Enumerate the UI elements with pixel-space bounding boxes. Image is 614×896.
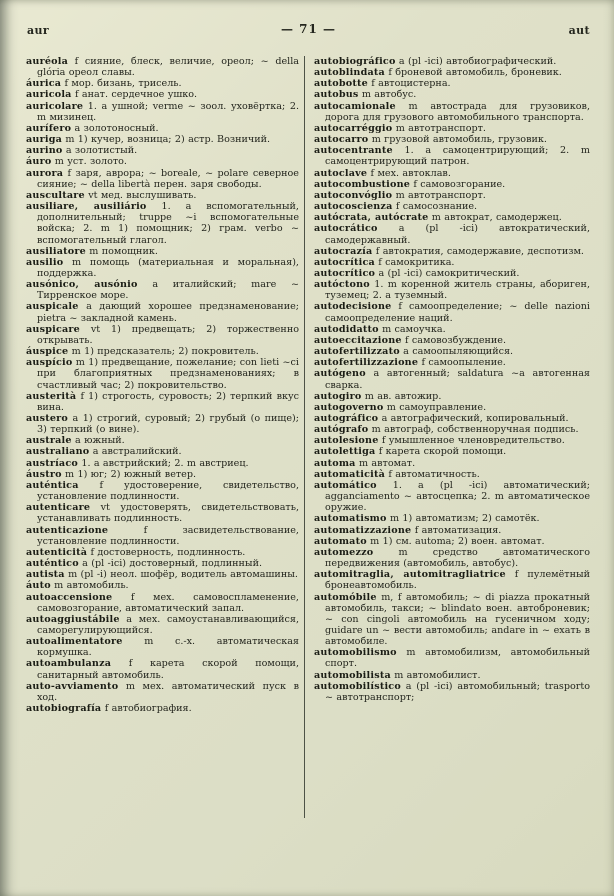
entry-definition: m уст. золото. bbox=[51, 156, 127, 168]
entry-definition: f засвидетельствование, установление подлинности. bbox=[37, 524, 299, 547]
text-columns bbox=[26, 56, 590, 818]
dictionary-entry bbox=[26, 558, 299, 569]
entry-headword: autoconvóglio bbox=[314, 189, 393, 201]
guide-word-right: aut bbox=[568, 24, 590, 37]
entry-headword: automaticità bbox=[314, 468, 385, 480]
entry-definition: 1. a (pl -ici) автоматический; agganciamento ~ автосцепка; 2. m автоматическое оружие. bbox=[325, 479, 590, 514]
entry-definition: a самоопыляющийся. bbox=[399, 346, 514, 358]
dictionary-entry bbox=[314, 413, 590, 424]
dictionary-entry bbox=[26, 56, 299, 78]
entry-definition: m 1) автоматизм; 2) самотёк. bbox=[386, 513, 540, 525]
entry-definition: f самовозбуждение. bbox=[401, 334, 507, 346]
entry-headword: autoblindata bbox=[314, 67, 385, 79]
entry-definition: f достоверность, подлинность. bbox=[87, 546, 246, 558]
entry-headword: áustro bbox=[26, 468, 62, 480]
dictionary-entry bbox=[26, 502, 299, 524]
dictionary-entry bbox=[26, 301, 299, 323]
entry-definition: 1. a вспомогательный, дополнительный; truppe ~i вспомогательные войска; 2. m 1) помощник; 2) грам. verbo ~ вспомогательный глагол. bbox=[37, 201, 299, 246]
entry-headword: austero bbox=[26, 413, 68, 424]
dictionary-entry bbox=[314, 257, 590, 268]
entry-headword: autócrata, autócrate bbox=[314, 212, 429, 224]
entry-headword: autógeno bbox=[314, 368, 366, 380]
entry-definition: a 1) строгий, суровый; 2) грубый (о пище); 3) терпкий (о вине). bbox=[37, 413, 299, 436]
entry-definition: m автомат. bbox=[355, 457, 416, 469]
entry-headword: aurora bbox=[26, 167, 64, 179]
column-right bbox=[304, 56, 590, 818]
entry-definition: m автобус. bbox=[358, 89, 417, 101]
entry-definition: m самоучка. bbox=[378, 323, 446, 335]
entry-definition: m мех. автоматический пуск в ход. bbox=[37, 680, 299, 703]
entry-definition: m автотранспорт. bbox=[392, 122, 486, 134]
dictionary-entry bbox=[314, 402, 590, 413]
entry-definition: m автограф, собственноручная подпись. bbox=[368, 424, 579, 436]
dictionary-entry bbox=[26, 391, 299, 413]
dictionary-entry bbox=[26, 257, 299, 279]
entry-headword: auréola bbox=[26, 56, 69, 67]
dictionary-entry bbox=[314, 101, 590, 123]
entry-headword: autogoverno bbox=[314, 401, 384, 413]
dictionary-entry bbox=[26, 145, 299, 156]
entry-headword: austerità bbox=[26, 390, 77, 402]
dictionary-entry bbox=[314, 223, 590, 245]
dictionary-entry bbox=[314, 279, 590, 301]
entry-definition: f мех. самовоспламенение, самовозгорание, автоматический запал. bbox=[37, 591, 299, 614]
entry-headword: auspicare bbox=[26, 323, 80, 335]
entry-definition: f броневой автомобиль, броневик. bbox=[384, 67, 562, 79]
entry-definition: m ав. автожир. bbox=[361, 390, 442, 402]
dictionary-entry bbox=[314, 592, 590, 648]
entry-definition: m 1) предсказатель; 2) покровитель. bbox=[68, 346, 259, 358]
entry-definition: f мор. бизань, трисель. bbox=[61, 78, 182, 90]
entry-definition: a южный. bbox=[71, 435, 125, 447]
entry-definition: f 1) строгость, суровость; 2) терпкий вкус вина. bbox=[37, 390, 299, 413]
dictionary-entry bbox=[26, 547, 299, 558]
dictionary-entry bbox=[314, 458, 590, 469]
entry-headword: autocarréggio bbox=[314, 122, 393, 134]
entry-headword: autodecisione bbox=[314, 301, 392, 313]
entry-definition: vt 1) предвещать; 2) торжественно открывать. bbox=[37, 323, 299, 346]
entry-definition: f автобиография. bbox=[101, 703, 192, 715]
entry-headword: automobilista bbox=[314, 669, 391, 681]
dictionary-entry bbox=[26, 458, 299, 469]
entry-headword: aurino bbox=[26, 145, 63, 157]
entry-definition: a (pl -ici) автобиографический. bbox=[395, 56, 557, 67]
entry-definition: f карета скорой помощи, санитарный автомобиль. bbox=[37, 658, 299, 681]
entry-headword: autenticazione bbox=[26, 524, 109, 536]
dictionary-entry bbox=[314, 179, 590, 190]
entry-headword: ausilio bbox=[26, 256, 64, 268]
entry-headword: ausiliare, ausiliário bbox=[26, 201, 147, 213]
entry-headword: áuto bbox=[26, 580, 51, 592]
dictionary-entry bbox=[314, 335, 590, 346]
dictionary-entry bbox=[314, 525, 590, 536]
entry-headword: autoalimentatore bbox=[26, 636, 123, 648]
dictionary-entry bbox=[26, 78, 299, 89]
dictionary-entry bbox=[314, 324, 590, 335]
entry-headword: auriga bbox=[26, 134, 63, 146]
entry-definition: f самокритика. bbox=[374, 256, 455, 268]
entry-headword: autoaccensione bbox=[26, 591, 113, 603]
entry-headword: autógrafo bbox=[314, 424, 369, 436]
dictionary-entry bbox=[314, 67, 590, 78]
dictionary-entry bbox=[314, 513, 590, 524]
dictionary-entry bbox=[314, 190, 590, 201]
column-left bbox=[26, 56, 304, 818]
entry-headword: autogiro bbox=[314, 390, 362, 402]
dictionary-entry bbox=[26, 279, 299, 301]
entry-definition: a (pl -ici) автократический, самодержавный. bbox=[325, 223, 590, 246]
dictionary-entry bbox=[26, 246, 299, 257]
entry-definition: a автографический, копировальный. bbox=[378, 413, 569, 424]
entry-headword: australiano bbox=[26, 446, 90, 458]
entry-headword: auténtica bbox=[26, 479, 79, 491]
entry-definition: f сияние, блеск, величие, ореол; ~ della glória ореол славы. bbox=[37, 56, 299, 79]
entry-definition: m самоуправление. bbox=[383, 401, 487, 413]
dictionary-entry bbox=[314, 681, 590, 703]
entry-definition: m автомобиль. bbox=[50, 580, 129, 592]
entry-definition: f автоцистерна. bbox=[367, 78, 451, 90]
entry-headword: automezzo bbox=[314, 546, 374, 558]
entry-definition: vt удостоверять, свидетельствовать, устанавливать подлинность. bbox=[37, 502, 299, 525]
entry-headword: autóctono bbox=[314, 279, 370, 291]
dictionary-entry bbox=[26, 569, 299, 580]
entry-definition: m 1) предвещание, пожелание; con lieti ~ci при благоприятных предзнаменованиях; в счастливый час; 2) покровительство. bbox=[37, 357, 299, 391]
entry-headword: áuspice bbox=[26, 346, 69, 358]
entry-definition: a автогенный; saldatura ~a автогенная сварка. bbox=[325, 368, 590, 391]
guide-word-left: aur bbox=[27, 24, 50, 37]
entry-headword: auspicale bbox=[26, 301, 79, 313]
entry-definition: f мех. автоклав. bbox=[367, 167, 451, 179]
entry-headword: autobus bbox=[314, 89, 359, 101]
entry-definition: a (pl -ici) достоверный, подлинный. bbox=[78, 558, 263, 570]
page-header bbox=[27, 24, 590, 38]
entry-definition: f умышленное членовредительство. bbox=[378, 435, 565, 447]
entry-headword: automato bbox=[314, 535, 367, 547]
entry-headword: autobiografía bbox=[26, 703, 102, 715]
dictionary-entry bbox=[26, 636, 299, 658]
entry-definition: f самоопыление. bbox=[418, 357, 506, 369]
dictionary-entry bbox=[26, 681, 299, 703]
dictionary-entry bbox=[314, 78, 590, 89]
dictionary-entry bbox=[314, 435, 590, 446]
entry-headword: autocrítica bbox=[314, 256, 375, 268]
entry-definition: f пулемётный бронеавтомобиль. bbox=[325, 569, 590, 592]
entry-headword: autolettiga bbox=[314, 446, 376, 458]
entry-headword: autocrático bbox=[314, 223, 378, 235]
entry-headword: automobilístico bbox=[314, 680, 401, 692]
dictionary-entry bbox=[314, 89, 590, 100]
entry-definition: f карета скорой помощи. bbox=[375, 446, 507, 458]
entry-headword: autobotte bbox=[314, 78, 368, 90]
entry-headword: autocrítico bbox=[314, 267, 376, 279]
dictionary-entry bbox=[314, 469, 590, 480]
entry-headword: autocrazía bbox=[314, 245, 373, 257]
entry-headword: automa bbox=[314, 457, 356, 469]
entry-headword: autocamionale bbox=[314, 100, 396, 112]
entry-headword: auténtico bbox=[26, 558, 79, 570]
entry-definition: 1. m коренной житель страны, абориген, туземец; 2. a туземный. bbox=[325, 279, 590, 302]
entry-headword: auto-avviamento bbox=[26, 680, 119, 692]
dictionary-entry bbox=[26, 469, 299, 480]
dictionary-entry bbox=[26, 614, 299, 636]
entry-definition: 1. a самоцентрирующий; 2. m самоцентрирующий патрон. bbox=[325, 145, 590, 168]
dictionary-entry bbox=[26, 658, 299, 680]
dictionary-entry bbox=[26, 89, 299, 100]
dictionary-entry bbox=[26, 134, 299, 145]
entry-definition: m 1) см. automa; 2) воен. автомат. bbox=[366, 535, 545, 547]
entry-definition: m помощь (материальная и моральная), поддержка. bbox=[37, 256, 299, 279]
entry-definition: a золотоносный. bbox=[71, 122, 159, 134]
dictionary-entry bbox=[26, 435, 299, 446]
dictionary-entry bbox=[314, 246, 590, 257]
entry-definition: a дающий хорошее предзнаменование; pietra ~ закладной камень. bbox=[37, 301, 299, 324]
entry-definition: a австралийский. bbox=[89, 446, 182, 458]
dictionary-entry bbox=[314, 212, 590, 223]
entry-definition: f самовозгорание. bbox=[410, 178, 506, 190]
entry-headword: autofertilizzazione bbox=[314, 357, 419, 369]
page-number: — 71 — bbox=[280, 22, 337, 36]
dictionary-entry bbox=[314, 647, 590, 669]
entry-headword: automatizzazione bbox=[314, 524, 412, 536]
dictionary-entry bbox=[314, 536, 590, 547]
dictionary-entry bbox=[26, 480, 299, 502]
entry-definition: f самосознание. bbox=[392, 201, 478, 213]
entry-definition: f заря, аврора; ~ boreale, ~ polare северное сияние; ~ della libertà перен. заря свободы. bbox=[37, 167, 299, 190]
dictionary-entry bbox=[26, 525, 299, 547]
dictionary-entry bbox=[26, 156, 299, 167]
dictionary-entry bbox=[314, 446, 590, 457]
entry-headword: aurífero bbox=[26, 122, 72, 134]
entry-headword: auscultare bbox=[26, 189, 85, 201]
entry-headword: áurica bbox=[26, 78, 62, 90]
entry-headword: autoaggiustábile bbox=[26, 613, 120, 625]
entry-headword: ausónico, ausónio bbox=[26, 279, 138, 291]
entry-definition: f автоматизация. bbox=[411, 524, 502, 536]
entry-definition: m грузовой автомобиль, грузовик. bbox=[368, 134, 547, 146]
dictionary-entry bbox=[26, 592, 299, 614]
dictionary-entry bbox=[26, 324, 299, 346]
entry-definition: m автострада для грузовиков, дорога для грузового автомобильного транспорта. bbox=[325, 100, 590, 123]
dictionary-entry bbox=[314, 168, 590, 179]
dictionary-entry bbox=[314, 56, 590, 67]
dictionary-entry bbox=[314, 480, 590, 513]
dictionary-entry bbox=[26, 357, 299, 390]
entry-definition: 1. a австрийский; 2. m австриец. bbox=[77, 457, 249, 469]
entry-definition: m автомобилист. bbox=[390, 669, 481, 681]
dictionary-entry bbox=[314, 569, 590, 591]
entry-headword: autenticità bbox=[26, 546, 88, 558]
entry-headword: autolesione bbox=[314, 435, 379, 447]
entry-definition: f автоматичность. bbox=[385, 468, 480, 480]
entry-definition: a (pl -ici) автомобильный; trasporto ~ автотранспорт; bbox=[325, 680, 590, 703]
dictionary-entry bbox=[26, 101, 299, 123]
entry-definition: f анат. сердечное ушко. bbox=[71, 89, 198, 101]
entry-headword: autodidatto bbox=[314, 323, 379, 335]
entry-headword: austríaco bbox=[26, 457, 78, 469]
dictionary-entry bbox=[314, 391, 590, 402]
entry-headword: automitraglia, automitragliatrice bbox=[314, 569, 506, 581]
entry-headword: automático bbox=[314, 479, 377, 491]
dictionary-entry bbox=[314, 357, 590, 368]
dictionary-entry bbox=[314, 145, 590, 167]
entry-headword: autográfico bbox=[314, 413, 379, 424]
entry-definition: m, f автомобиль; ~ di piazza прокатный автомобиль, такси; ~ blindato воен. автоброневик; ~ con cingoli автомобиль на гусеничном ходу; guidare un ~ вести автомобиль; andare in ~ ехать в автомобиле. bbox=[325, 591, 590, 648]
dictionary-entry bbox=[314, 201, 590, 212]
entry-definition: 1. a ушной; verme ~ зоол. уховёртка; 2. m мизинец. bbox=[37, 100, 299, 123]
entry-headword: automobilismo bbox=[314, 647, 397, 659]
entry-definition: m средство автоматического передвижения (автомобиль, автобус). bbox=[325, 546, 590, 570]
entry-definition: f самоопределение; ~ delle nazioni самоопределение наций. bbox=[325, 301, 590, 324]
entry-definition: f удостоверение, свидетельство, установление подлинности. bbox=[37, 479, 299, 503]
dictionary-entry bbox=[26, 580, 299, 591]
entry-headword: autocombustione bbox=[314, 178, 411, 190]
entry-headword: autocarro bbox=[314, 134, 369, 146]
entry-definition: m (pl -i) неол. шофёр, водитель автомашины. bbox=[64, 569, 298, 581]
dictionary-entry bbox=[314, 134, 590, 145]
entry-definition: m автократ, самодержец. bbox=[428, 212, 562, 224]
entry-definition: a мех. самоустанавливающийся, саморегулирующийся. bbox=[37, 613, 299, 636]
entry-headword: autista bbox=[26, 569, 65, 581]
dictionary-entry bbox=[314, 368, 590, 390]
entry-headword: auricola bbox=[26, 89, 72, 101]
entry-headword: autocoscienza bbox=[314, 201, 393, 213]
entry-definition: f автократия, самодержавие, деспотизм. bbox=[372, 245, 584, 257]
entry-headword: áuro bbox=[26, 156, 52, 168]
dictionary-entry bbox=[26, 413, 299, 435]
dictionary-entry bbox=[314, 123, 590, 134]
entry-definition: vt мед. выслушивать. bbox=[84, 189, 197, 201]
entry-headword: auspício bbox=[26, 357, 73, 369]
entry-headword: ausiliatore bbox=[26, 245, 86, 257]
entry-definition: m автомобилизм, автомобильный спорт. bbox=[325, 647, 590, 670]
entry-definition: m с.-х. автоматическая кормушка. bbox=[37, 636, 299, 659]
entry-definition: a золотистый. bbox=[62, 145, 138, 157]
dictionary-entry bbox=[314, 424, 590, 435]
entry-headword: autoambulanza bbox=[26, 658, 112, 670]
entry-headword: autoclave bbox=[314, 167, 368, 179]
entry-headword: autocentrante bbox=[314, 145, 393, 157]
dictionary-entry bbox=[26, 703, 299, 714]
entry-definition: m 1) кучер, возница; 2) астр. Возничий. bbox=[62, 134, 271, 146]
dictionary-entry bbox=[314, 547, 590, 569]
entry-definition: m 1) юг; 2) южный ветер. bbox=[61, 468, 197, 480]
dictionary-entry bbox=[314, 670, 590, 681]
dictionary-entry bbox=[26, 168, 299, 190]
entry-definition: a (pl -ici) самокритический. bbox=[375, 267, 520, 279]
entry-headword: autenticare bbox=[26, 502, 91, 514]
entry-headword: automóbile bbox=[314, 591, 377, 603]
entry-definition: m автотранспорт. bbox=[392, 189, 486, 201]
entry-definition: m помощник. bbox=[85, 245, 158, 257]
dictionary-entry bbox=[314, 346, 590, 357]
entry-headword: auricolare bbox=[26, 100, 84, 112]
dictionary-entry bbox=[26, 346, 299, 357]
dictionary-entry bbox=[26, 201, 299, 246]
entry-definition: a италийский; mare ~ Тирренское море. bbox=[37, 279, 299, 302]
entry-headword: autofertilizzato bbox=[314, 346, 400, 358]
dictionary-entry bbox=[26, 190, 299, 201]
entry-headword: australe bbox=[26, 435, 72, 447]
entry-headword: autobiográfico bbox=[314, 56, 396, 67]
dictionary-entry bbox=[26, 446, 299, 457]
entry-headword: automatismo bbox=[314, 513, 387, 525]
dictionary-entry bbox=[26, 123, 299, 134]
dictionary-entry bbox=[314, 268, 590, 279]
entry-headword: autoeccitazione bbox=[314, 334, 402, 346]
dictionary-entry bbox=[314, 301, 590, 323]
